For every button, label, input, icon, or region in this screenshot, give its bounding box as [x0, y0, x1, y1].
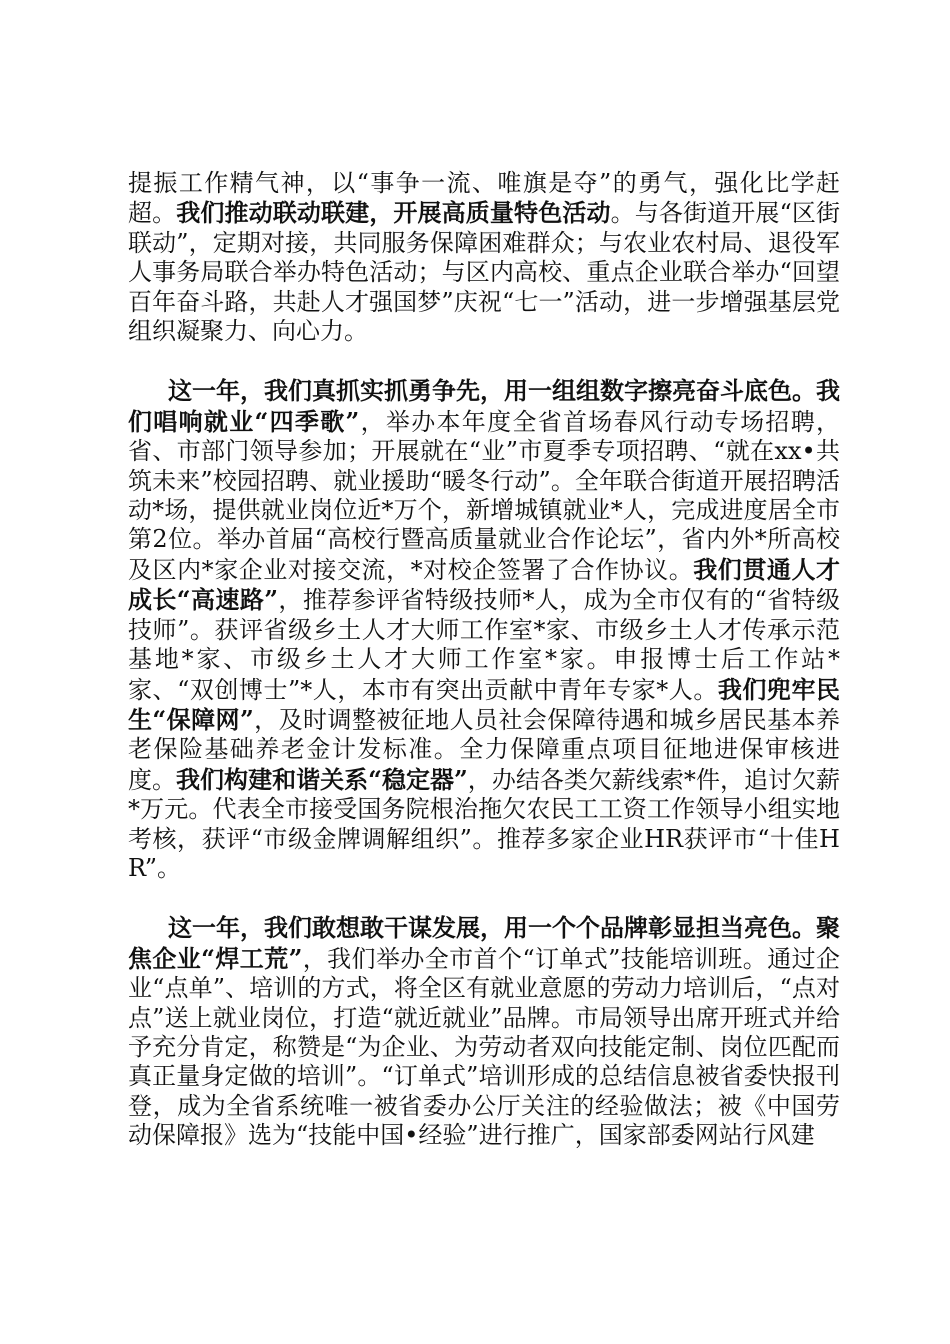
bold-text-run: 我们推动联动联建，开展高质量特色活动 [176, 198, 611, 228]
text-run: ，推荐参评省特级技师*人，成为全市仅有的“省特级技师”。获评省级乡土人才大师工作室*家、市级乡土人才传承示范基地*家、市级乡土人才大师工作室*家。申报博士后工作站*家、“双创博士”*人，本市有突出贡献中青年专家*人。 [128, 586, 840, 704]
bold-text-run: 这一年，我们敢想敢干谋发展，用一个个品牌彰显担当亮色。聚焦企业“焊工荒” [128, 913, 840, 973]
bold-text-run: 我们兜牢民生“保障网” [128, 674, 840, 734]
paragraph-2 [128, 376, 840, 883]
bold-text-run: 这一年，我们真抓实抓勇争先，用一组组数字擦亮奋斗底色。我们唱响就业“四季歌” [128, 376, 840, 436]
paragraph-3 [128, 913, 840, 1150]
text-run: ，举办本年度全省首场春风行动专场招聘，省、市部门领导参加；开展就在“业”市夏季专项招聘、“就在xx•共筑未来”校园招聘、就业援助“暖冬行动”。全年联合街道开展招聘活动*场，提供就业岗位近*万个，新增城镇就业*人，完成进度居全市第2位。举办首届“高校行暨高质量就业合作论坛”，省内外*所高校及区内*家企业对接交流，*对校企签署了合作协议。 [128, 407, 841, 584]
text-run: 。与各街道开展“区街联动”，定期对接，共同服务保障困难群众；与农业农村局、退役军人事务局联合举办特色活动；与区内高校、重点企业联合举办“回望百年奋斗路，共赴人才强国梦”庆祝“七一”活动，进一步增强基层党组织凝聚力、向心力。 [128, 199, 841, 346]
paragraph-1 [128, 169, 840, 346]
document-body [128, 169, 840, 1181]
bold-text-run: 我们贯通人才成长“高速路” [128, 554, 841, 615]
text-run: ，及时调整被征地人员社会保障待遇和城乡居民基本养老保险基础养老金计发标准。全力保障重点项目征地进保审核进度。 [128, 705, 841, 794]
text-run: ，办结各类欠薪线索*件，追讨欠薪*万元。代表全市接受国务院根治拖欠农民工工资工作领导小组实地考核，获评“市级金牌调解组织”。推荐多家企业HR获评市“十佳HR”。 [128, 765, 841, 882]
text-run: 提振工作精气神，以“事争一流、唯旗是夺”的勇气，强化比学赶超。 [128, 169, 840, 228]
bold-text-run: 我们构建和谐关系“稳定器” [176, 764, 468, 794]
text-run: ，我们举办全市首个“订单式”技能培训班。通过企业“点单”、培训的方式，将全区有就业意愿的劳动力培训后，“点对点”送上就业岗位，打造“就近就业”品牌。市局领导出席开班式并给予充分肯定，称赞是“为企业、为劳动者双向技能定制、岗位匹配而真正量身定做的培训”。“订单式”培训形成的总结信息被省委快报刊登，成为全省系统唯一被省委办公厅关注的经验做法；被《中国劳动保障报》选为“技能中国•经验”进行推广，国家部委网站行风建 [128, 944, 840, 1150]
